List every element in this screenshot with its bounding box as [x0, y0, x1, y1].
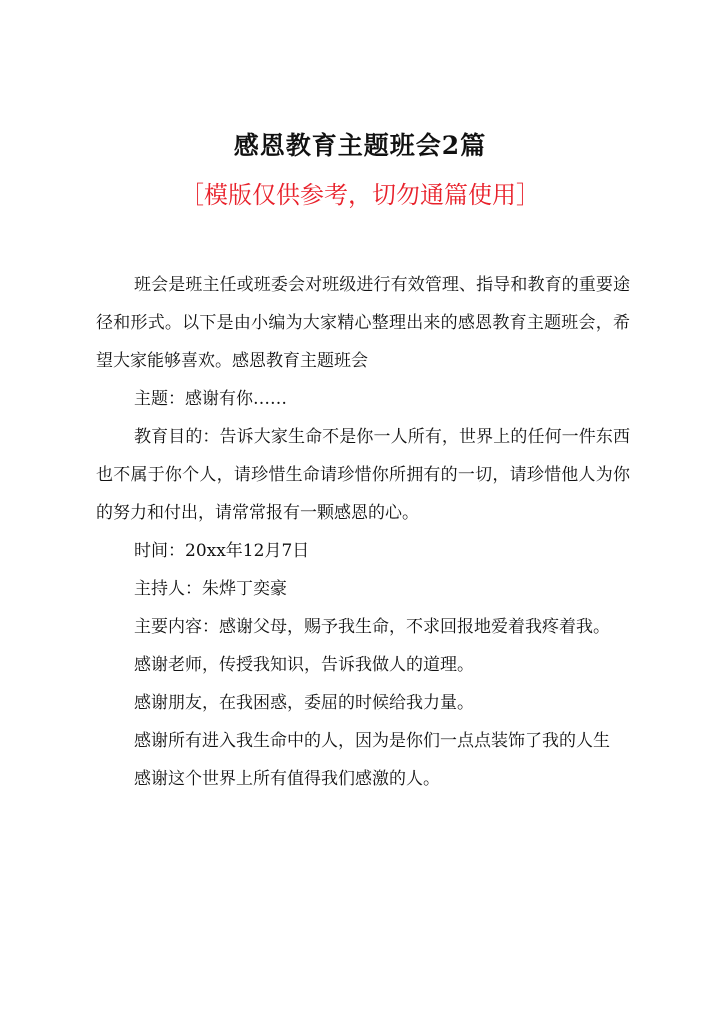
paragraph-thank-world: 感谢这个世界上所有值得我们感激的人。 [134, 769, 440, 789]
template-notice: ［模版仅供参考，切勿通篇使用］ [180, 181, 540, 209]
paragraph-thank-friends: 感谢朋友，在我困惑，委屈的时候给我力量。 [134, 693, 474, 713]
paragraph-time: 时间：20xx年12月7日 [134, 541, 310, 561]
paragraph-main-content: 主要内容：感谢父母，赐予我生命，不求回报地爱着我疼着我。 [134, 617, 610, 637]
document-title: 感恩教育主题班会2篇 [233, 131, 487, 160]
paragraph-thank-teachers: 感谢老师，传授我知识，告诉我做人的道理。 [134, 655, 474, 675]
paragraph-host: 主持人：朱烨丁奕豪 [134, 579, 287, 599]
paragraph-purpose: 教育目的：告诉大家生命不是你一人所有，世界上的任何一件东西也不属于你个人，请珍惜生命请珍惜你所拥有的一切，请珍惜他人为你的努力和付出，请常常报有一颗感恩的心。 [96, 427, 630, 523]
document-body [96, 266, 630, 798]
paragraph-intro: 班会是班主任或班委会对班级进行有效管理、指导和教育的重要途径和形式。以下是由小编为大家精心整理出来的感恩教育主题班会，希望大家能够喜欢。感恩教育主题班会 [96, 275, 630, 371]
paragraph-theme: 主题：感谢有你…… [134, 389, 287, 409]
paragraph-thank-everyone: 感谢所有进入我生命中的人，因为是你们一点点装饰了我的人生 [134, 731, 610, 751]
